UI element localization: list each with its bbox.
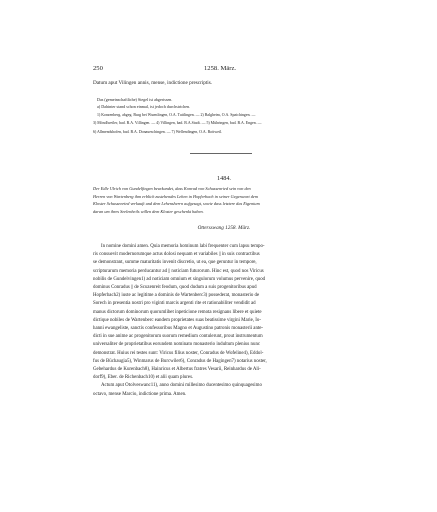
body-line: Gebehardus de Kurenbach8), Hainricus et Albertus fratres Vesarii, Reinhardus de Ali- xyxy=(93,367,261,373)
datum-line xyxy=(93,80,355,88)
footnote-line: 1) Konzenberg, abgeg. Burg bei Wurmlingen, O.A. Tuttlingen. — 2) Balgheim, O.A. Spaichingen. — xyxy=(97,113,256,117)
body-line: hanni ewangeliste, sanctis confessoribus Magno et Augustino patronis monasterii ante- xyxy=(93,326,264,332)
footnotes xyxy=(93,111,355,136)
body-line: manus dictorum dominorum quorumlibet inpeticione remota resignans libere et quiete xyxy=(93,309,262,315)
body-line: nobilis de Gundelvingen1) ad noticiam omnium et singulorum volumus pervenire, quod xyxy=(93,276,266,282)
summary-line: Herren von Wartenberg ihm erblich zustehendes Lehen in Hopferbach in seiner Gegenwart dem xyxy=(93,193,258,199)
summary-line: daran um ihres Seelenheils willen dem Kloster geschenkt haben. xyxy=(93,208,204,214)
datum-text: Datum aput Vilingen annis, mense, indictione prescriptis. xyxy=(93,80,213,86)
footnote-line: 3) Möndlweiler, bad. B.A. Villingen. — 4) Villingen, bad. B.A.Stadt. — 5) Mühringen, bad. B.A. Engen. — xyxy=(93,121,262,126)
seal-note: Das (gemeinschaftliche) Siegel ist abgerissen. xyxy=(97,97,173,102)
body-line: universaliter de proprietatibus eorundem nominato monasterio indultum plenius nunc xyxy=(93,342,261,348)
body-line: se demonstrant, summe maturitatis invenit discretio, ut ea, que geruntur in tempore, xyxy=(93,260,257,266)
body-line: Hopferbach2) iuste ac legitime a dominis de Wartenberc3) possederat, monasterio de xyxy=(93,293,260,299)
body-line: dominus Conradus || de Scuzenreit feodum, quod dudum a suis progenitoribus apud xyxy=(93,285,257,291)
body-line: fus de Büchaugia5), Winmarus de Burcwiler6), Conradus de Hagingen7) notarius noster, xyxy=(93,358,267,364)
summary-line: Kloster Schussenried verkauft und dem Lehensherrn aufgesagt, sowie dass letztere das Eigentum xyxy=(93,201,260,207)
body-line: Sorech in presentia nostri pro viginti marcis argenti rite et rationabiliter vendidit ad xyxy=(93,301,256,307)
seal-notes xyxy=(93,96,355,111)
body-line: demonstrat. Huius rei testes sunt: Viricus filius noster, Conradus de Wofeline4), Eddol- xyxy=(93,350,264,356)
body-line: Actum aput Otolveswanc11), anno domini millesimo ducentesimo quinquagesimo xyxy=(101,383,262,389)
summary-line: Der Edle Ulrich von Gundelfingen beurkundet, dass Konrad von Schussenried sein von den xyxy=(93,186,251,191)
body-line: scripturarum memoria perducantur ad || noticiam futurorum. Hinc est, quod nos Viricus xyxy=(93,268,264,274)
body-line: dorf9), Eber. de Richenbach10) et alii quam plures. xyxy=(93,375,194,381)
body-line: In nomine domini amen. Quia memoria hominum labi frequenter cum lapsu tempo- xyxy=(101,244,265,249)
page-header xyxy=(93,65,355,75)
textual-note-a: a) Dahinter stand schon einmal, ist jedoch durchstrichen. xyxy=(97,104,191,110)
charter-text xyxy=(93,243,355,399)
dateline: Ottersswang 1258. März. xyxy=(197,225,251,231)
section-divider xyxy=(190,153,252,154)
body-line: octavo, mense Marcio, indictione prima. Amen. xyxy=(93,391,187,397)
page-number: 250 xyxy=(93,65,103,72)
body-line: dicti in sue anime ac progenitorum suorum remedium contulerunt, prout instrumentum xyxy=(93,334,263,340)
body-line: dictique nobiles de Wartenberc eandem proprietates suas beatissime virgini Marie, Io- xyxy=(93,317,261,323)
running-title: 1258. März. xyxy=(204,65,237,72)
footnote-line: 6) Allmendshofen, bad. B.A. Donaueschingen. — 7) Wellendingen, O.A. Rottweil. xyxy=(93,129,223,134)
document-number: 1484. xyxy=(217,175,231,182)
document-summary xyxy=(93,185,355,215)
body-line: ris consuevit modernorumque actus dolosi nequam et variabiles || in suis contractibus xyxy=(93,252,260,258)
